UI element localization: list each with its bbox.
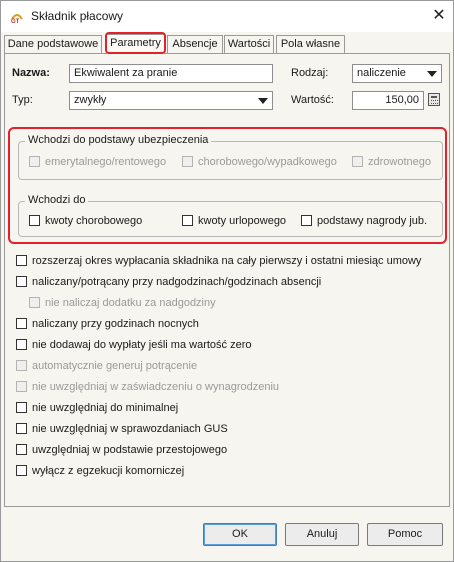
name-input[interactable]: Ekwiwalent za pranie <box>69 64 273 83</box>
skip-zero-label: nie dodawaj do wypłaty jeśli ma wartość zero <box>32 339 252 351</box>
auto-deduction-label: automatycznie generuj potrącenie <box>32 360 198 372</box>
ok-button[interactable]: OK <box>203 523 277 546</box>
jubilee-base-checkbox[interactable] <box>301 215 312 226</box>
downtime-base-label: uwzględniaj w podstawie przestojowego <box>32 444 228 456</box>
no-overtime-bonus-checkbox[interactable] <box>29 297 40 308</box>
insurance-pension-label: emerytalnego/rentowego <box>45 156 167 168</box>
extend-period-label: rozszerzaj okres wypłacania składnika na cały pierwszy i ostatni miesiąc umowy <box>32 255 422 267</box>
overtime-checkbox[interactable] <box>16 276 27 287</box>
chevron-down-icon <box>258 98 268 104</box>
skip-certificate-checkbox[interactable] <box>16 381 27 392</box>
skip-certificate-label: nie uwzględniaj w zaświadczeniu o wynagrodzeniu <box>32 381 280 393</box>
includes-group-title: Wchodzi do <box>25 194 88 206</box>
value-label: Wartość: <box>291 94 334 106</box>
insurance-health-checkbox[interactable] <box>352 156 363 167</box>
title-bar <box>1 1 453 32</box>
skip-zero-checkbox[interactable] <box>16 339 27 350</box>
tab-wartosci[interactable]: Wartości <box>224 35 274 53</box>
exclude-enforcement-label: wyłącz z egzekucji komorniczej <box>32 465 185 477</box>
cancel-button[interactable]: Anuluj <box>285 523 359 546</box>
svg-text:GT: GT <box>11 19 20 24</box>
type-label: Typ: <box>12 94 33 106</box>
tab-parametry[interactable]: Parametry <box>106 34 165 54</box>
tab-pola-wlasne[interactable]: Pola własne <box>276 35 345 53</box>
kind-label: Rodzaj: <box>291 67 329 79</box>
overtime-label: naliczany/potrącany przy nadgodzinach/godzinach absencji <box>32 276 322 288</box>
name-label: Nazwa: <box>12 67 50 79</box>
night-hours-checkbox[interactable] <box>16 318 27 329</box>
night-hours-label: naliczany przy godzinach nocnych <box>32 318 199 330</box>
type-select-value: zwykły <box>74 94 107 106</box>
sick-amount-label: kwoty chorobowego <box>45 215 143 227</box>
type-select[interactable] <box>69 91 273 110</box>
value-input[interactable]: 150,00 <box>352 91 424 110</box>
app-logo-icon <box>10 10 24 24</box>
insurance-sickness-checkbox[interactable] <box>182 156 193 167</box>
help-button[interactable]: Pomoc <box>367 523 443 546</box>
skip-minimum-label: nie uwzględniaj do minimalnej <box>32 402 179 414</box>
insurance-pension-checkbox[interactable] <box>29 156 40 167</box>
kind-select-value: naliczenie <box>357 67 406 79</box>
downtime-base-checkbox[interactable] <box>16 444 27 455</box>
insurance-sickness-label: chorobowego/wypadkowego <box>198 156 337 168</box>
no-overtime-bonus-label: nie naliczaj dodatku za nadgodziny <box>45 297 216 309</box>
exclude-enforcement-checkbox[interactable] <box>16 465 27 476</box>
tab-absencje[interactable]: Absencje <box>167 35 223 53</box>
insurance-group-title: Wchodzi do podstawy ubezpieczenia <box>25 134 211 146</box>
close-button[interactable]: ✕ <box>432 7 446 24</box>
skip-gus-checkbox[interactable] <box>16 423 27 434</box>
skip-gus-label: nie uwzględniaj w sprawozdaniach GUS <box>32 423 228 435</box>
auto-deduction-checkbox[interactable] <box>16 360 27 371</box>
tab-dane-podstawowe[interactable]: Dane podstawowe <box>4 35 102 53</box>
jubilee-base-label: podstawy nagrody jub. <box>317 215 428 227</box>
extend-period-checkbox[interactable] <box>16 255 27 266</box>
insurance-health-label: zdrowotnego <box>368 156 431 168</box>
vacation-amount-label: kwoty urlopowego <box>198 215 287 227</box>
sick-amount-checkbox[interactable] <box>29 215 40 226</box>
chevron-down-icon <box>427 71 437 77</box>
window-title: Składnik płacowy <box>31 9 124 23</box>
skip-minimum-checkbox[interactable] <box>16 402 27 413</box>
vacation-amount-checkbox[interactable] <box>182 215 193 226</box>
kind-select[interactable] <box>352 64 442 83</box>
calculator-grid <box>431 100 438 104</box>
calculator-icon[interactable] <box>428 93 440 106</box>
